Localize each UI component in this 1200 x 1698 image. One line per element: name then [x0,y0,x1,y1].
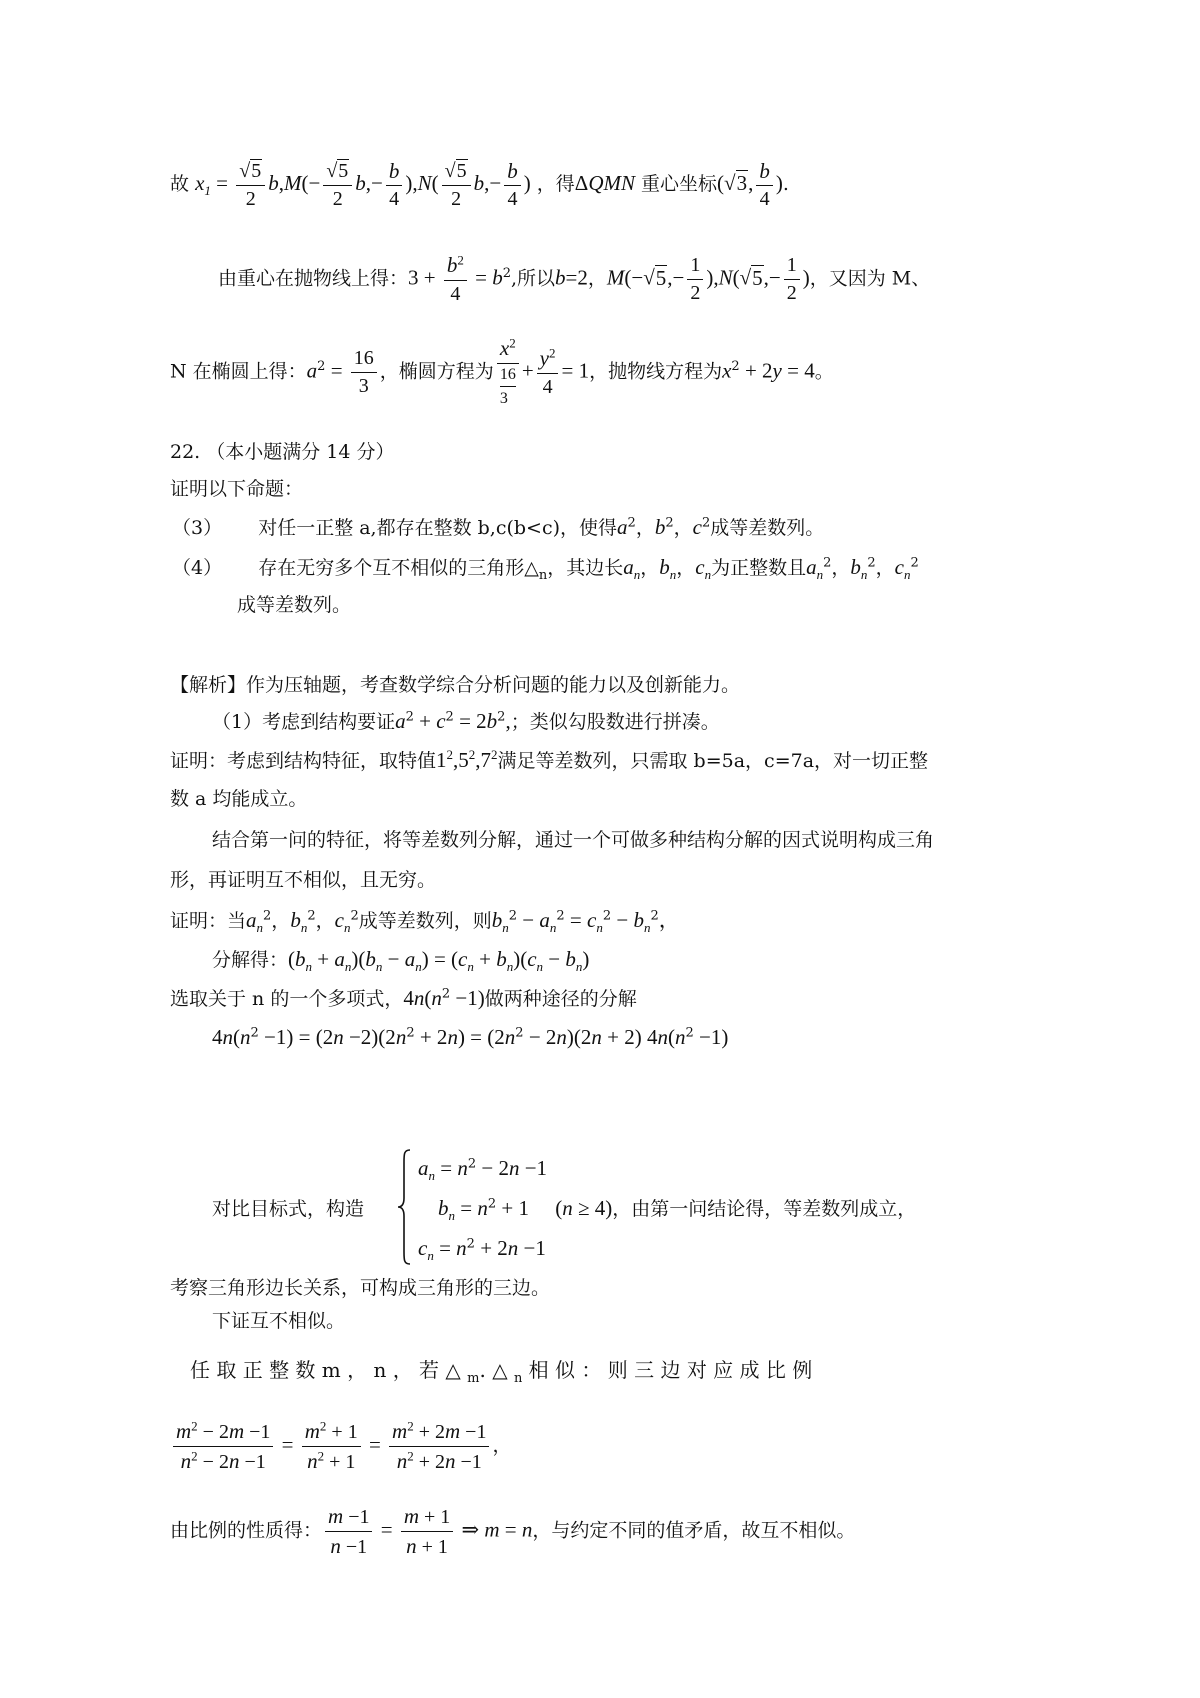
fraction-sqrt5-over-2: $\frac{√5}{2}$ [442,161,471,210]
problem-intro: 证明以下命题： [170,478,304,500]
analysis-factorization: $4n(n^2 -1) = (2n -2)(2n^2 + 2n) = (2n^2 - 2n)(2n + 2)$ $4n(n^2 -1)$ [212,1025,729,1049]
text: ，得 [536,173,575,196]
text: 由重心在抛物线上得： [218,267,409,290]
text: 相 似 ： 则 三 边 对 应 成 比 例 [522,1358,813,1382]
text: 分解得： [212,949,289,971]
text: ，由第一问结论得，等差数列成立， [612,1198,917,1220]
item-text: 存在无穷多个互不相似的三角形△ [258,557,539,579]
text: ， [492,1434,512,1457]
text: ，椭圆方程为 [379,360,494,383]
fraction-m2-plus-2m-1: $\frac{m^2 + 2m -1}{n^2 + 2n -1}$ [389,1420,489,1473]
fraction-y2-over-4: $\frac{y^2}{4}$ [537,347,559,398]
text: 重心坐标 [641,173,718,196]
analysis-triangle-sides: 考察三角形边长关系，可构成三角形的三边。 [170,1277,551,1299]
analysis-ratio: $\frac{m^2 - 2m -1}{n^2 - 2n -1}$ = $\frac{m^2 + 1}{n^2 + 1}$ = $\frac{m^2 + 2m -1}{n^2 + 2n -1}$ ， [170,1420,511,1473]
triangle-subscript: n [538,567,548,583]
formula-x1: $x_1$ [195,171,211,199]
problem-item-3: （3） 对任一正整 a,都存在整数 b,c(b<c)，使得$a^2$，$b^2$，$c^2$成等差数列。 [172,515,825,539]
text: 满足等差数列，只需取 b=5a，c=7a，对一切正整 [497,750,929,772]
construct-a: $a_n = n^2 - 2n -1$ [418,1156,548,1184]
fraction-b-over-4: $\frac{b}{4}$ [756,160,773,210]
text: N 在椭圆上得： [170,360,307,383]
text: 证明：考虑到结构特征，取特值 [170,750,437,772]
item-text: 成等差数列。 [710,517,825,539]
text: 。 [814,360,834,383]
subscript-m: m [467,1371,480,1386]
fraction-sqrt5-over-2: $\frac{√5}{2}$ [236,161,265,210]
fraction-m2-plus-1: $\frac{m^2 + 1}{n^2 + 1}$ [302,1420,361,1473]
fraction-x2-over-16-3: $x^2$ 16 3 [497,337,519,408]
analysis-p1: （1）考虑到结构要证$a^2 + c^2 = 2b^2$,；类似勾股数进行拼凑。 [212,709,720,733]
line-parabola: 由重心在抛物线上得：3 + $\frac{b^2}{4}$ = $b^2$,所以b=2，M(−√5,− $\frac{1}{2}$ ),N(√5,− $\frac{1}{2}$ )，又因为 M、 [218,252,931,305]
item-number: （4） [172,557,223,579]
text: . △ [479,1358,514,1382]
fraction-b-over-4: $\frac{b}{4}$ [504,160,521,210]
text: 做两种途径的分解 [484,988,637,1010]
analysis-header: 【解析】作为压轴题，考查数学综合分析问题的能力以及创新能力。 [170,674,741,696]
text: （1）考虑到结构要证 [212,711,396,733]
problem-item-4: （4） 存在无穷多个互不相似的三角形$\triangle_n$，其边长$a_n$，$b_n$，$c_n$为正整数且$a_n^2$，$b_n^2$，$c_n^2$ [172,555,919,583]
text: 由比例的性质得： [170,1519,323,1542]
analysis-p2: 结合第一问的特征，将等差数列分解，通过一个可做多种结构分解的因式说明构成三角 [212,829,935,851]
fraction-m+1-over-n+1: $\frac{m + 1}{n + 1}$ [401,1505,453,1558]
left-brace-icon [396,1148,412,1266]
text: 故 [170,173,190,196]
analysis-select: 选取关于 n 的一个多项式，$4n(n^2 -1)$做两种途径的分解 [170,986,637,1010]
line-centroid: 故 $x_1$ = $\frac{√5}{2}$ b,M(− $\frac{√5}{2}$ b,− $\frac{b}{4}$ ),N( $\frac{√5}{2}$ b,− $\frac{b}{4}$ ) ，得ΔQMN 重心坐标(√3, $\frac{b}{4}$ ). [170,159,789,211]
fraction-sqrt5-over-2: $\frac{√5}{2}$ [323,161,352,210]
text: ,所以 [510,267,556,290]
construct-label: 对比目标式，构造 [212,1198,365,1220]
text: 选取关于 n 的一个多项式， [170,988,404,1010]
fraction-b-over-4: $\frac{b}{4}$ [386,160,403,210]
text: 证明：当 [170,910,247,932]
analysis-p2-cont: 形，再证明互不相似，且无穷。 [170,869,437,891]
item-text: ，其边长 [547,557,624,579]
item-text: 为正整数且 [711,557,807,579]
text: ；类似勾股数进行拼凑。 [510,711,720,733]
analysis-next: 下证互不相似。 [212,1310,346,1332]
text: ，抛物线方程为 [589,360,723,383]
text: 成等差数列，则 [358,910,492,932]
subscript-n: n [513,1371,523,1386]
item-number: （3） [172,517,223,539]
analysis-proof1-cont: 数 a 均能成立。 [170,788,308,810]
construct-b: $b_n = n^2 + 1$ (n ≥ 4)，由第一问结论得，等差数列成立， [438,1196,917,1224]
analysis-similar [190,1358,813,1386]
fraction-m-1-over-n-1: $\frac{m -1}{n -1}$ [325,1505,372,1558]
text: . [782,173,789,196]
fraction-b2-over-4: $\frac{b^2}{4}$ [444,254,467,305]
fraction-m2-2m-1: $\frac{m^2 - 2m -1}{n^2 - 2n -1}$ [173,1420,273,1473]
problem-header: 22. （本小题满分 14 分） [170,441,395,463]
construct-c: $c_n = n^2 + 2n -1$ [418,1236,546,1264]
fraction-1-over-2: $\frac{1}{2}$ [687,255,703,304]
analysis-proof1: 证明：考虑到结构特征，取特值$1^2,5^2,7^2$满足等差数列，只需取 b=5a，c=7a，对一切正整 [170,747,929,772]
text: ，与约定不同的值矛盾，故互不相似。 [532,1519,856,1542]
fraction-1-over-2: $\frac{1}{2}$ [784,255,800,304]
analysis-decomp: 分解得：$(b_n + a_n)(b_n - a_n) = (c_n + b_n)(c_n - b_n)$ [212,947,590,975]
text: ，又因为 M、 [809,267,931,290]
fraction-16-over-3: $\frac{16}{3}$ [351,348,377,397]
problem-item-4-cont: 成等差数列。 [237,594,352,616]
text: 任 取 正 整 数 m ， n ， 若 △ [190,1358,468,1382]
analysis-proof2: 证明：当$a_n^2$，$b_n^2$，$c_n^2$成等差数列，则$b_n^2 - a_n^2 = c_n^2 - b_n^2$， [170,908,680,936]
item-text: 对任一正整 a,都存在整数 b,c(b<c)，使得 [258,517,618,539]
line-ellipse: N 在椭圆上得：$a^2$ = $\frac{16}{3}$ ，椭圆方程为 $x^2$ 16 3 + $\frac{y^2}{4}$ = 1，抛物线方程为$x^2 + 2y = 4$。 [170,335,834,407]
analysis-final: 由比例的性质得： $\frac{m -1}{n -1}$ = $\frac{m + 1}{n + 1}$ ⇒ m = n，与约定不同的值矛盾，故互不相似。 [170,1504,856,1558]
